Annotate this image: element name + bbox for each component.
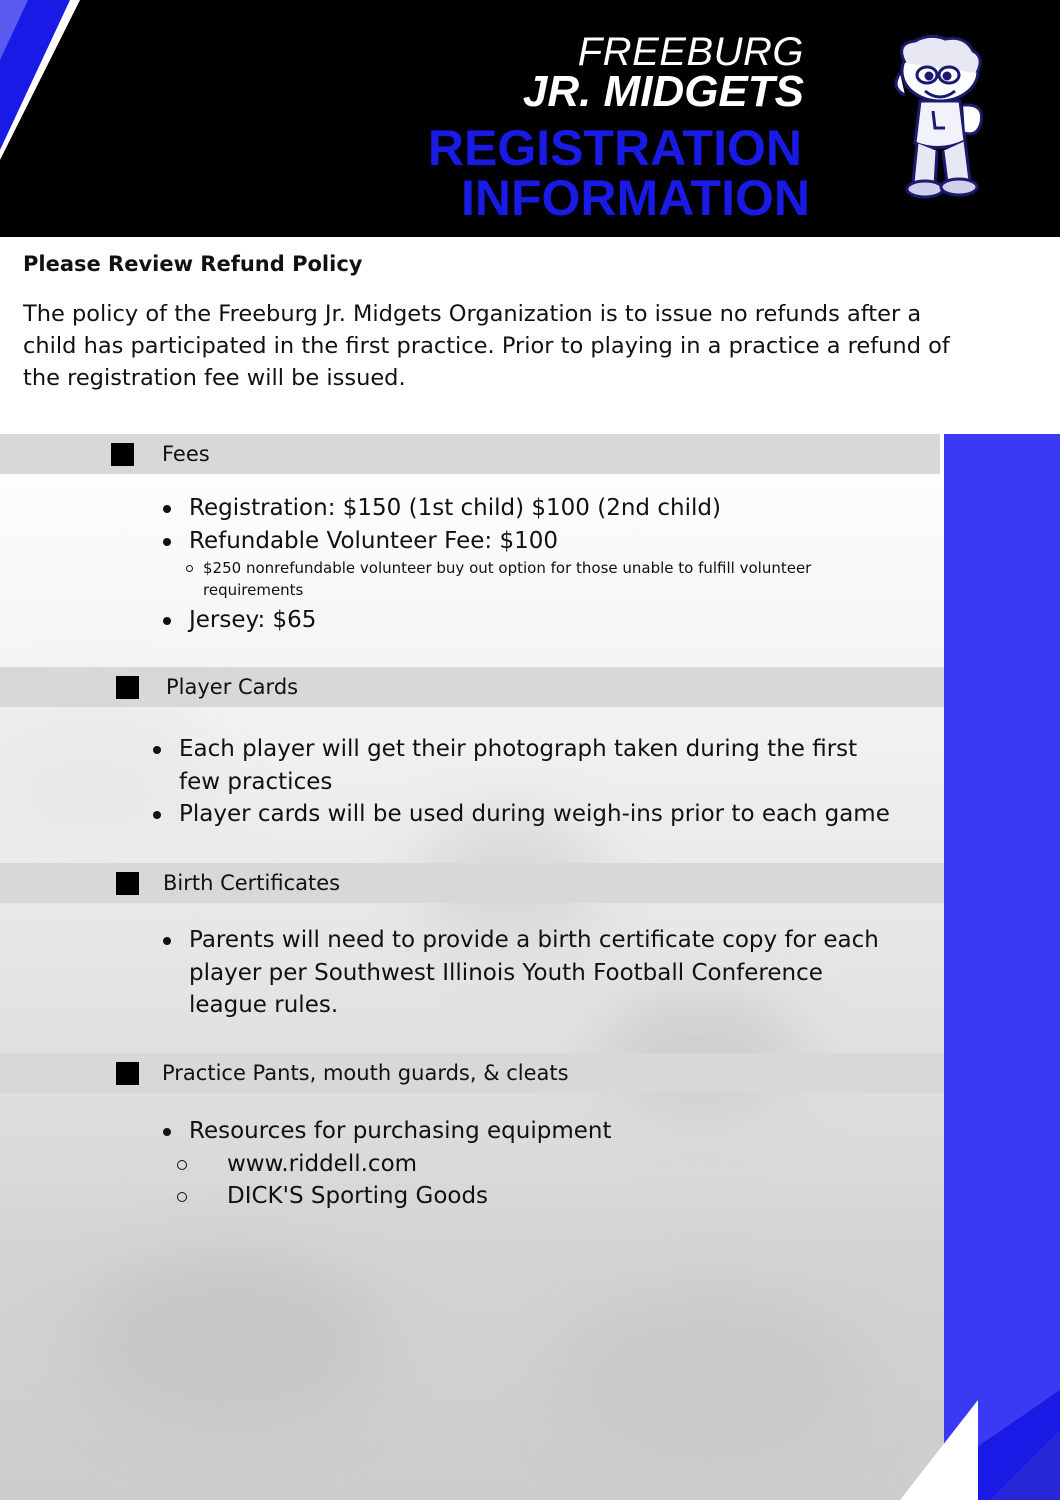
square-bullet-icon [111, 443, 134, 466]
title-jr-midgets: JR. MIDGETS [522, 67, 804, 116]
list-subitem-riddell: www.riddell.com [163, 1148, 611, 1181]
list-item: Parents will need to provide a birth certificate copy for each player per Southwest Illinois Youth Football Conference league rules. [163, 924, 903, 1022]
list-item: Registration: $150 (1st child) $100 (2nd child) [163, 492, 883, 525]
section-practice-gear-bar [0, 1053, 944, 1093]
mascot-logo [885, 33, 995, 203]
background-blur-decoration [80, 1254, 380, 1434]
title-freeburg: FREEBURG [577, 30, 804, 74]
refund-policy-text: The policy of the Freeburg Jr. Midgets Organization is to issue no refunds after a child has participated in the first practice. Prior to playing in a practice a refund of the registration fee will be issued. [23, 301, 950, 391]
list-item: Refundable Volunteer Fee: $100 [163, 525, 883, 558]
list-subitem: $250 nonrefundable volunteer buy out option for those unable to fulfill volunteer requirements [163, 557, 883, 601]
title-information: INFORMATION [460, 170, 810, 226]
birth-certificates-list [163, 924, 903, 1022]
corner-stripe-decoration [0, 0, 120, 237]
section-fees-label: Fees [162, 442, 210, 466]
square-bullet-icon [116, 872, 139, 895]
refund-policy-heading: Please Review Refund Policy [23, 252, 363, 276]
list-item: Player cards will be used during weigh-ins prior to each game [153, 798, 893, 831]
list-item: Resources for purchasing equipment [163, 1115, 611, 1148]
list-item: Jersey: $65 [163, 604, 883, 637]
section-birth-certificates-label: Birth Certificates [163, 871, 341, 895]
player-cards-list [153, 733, 893, 831]
header-banner [0, 0, 1060, 237]
list-item: Each player will get their photograph taken during the first few practices [153, 733, 893, 798]
practice-gear-list [163, 1115, 611, 1213]
corner-stripe-decoration-bottom [860, 1390, 1060, 1500]
title-registration: REGISTRATION [427, 120, 802, 176]
right-blue-band [944, 434, 1060, 1500]
square-bullet-icon [116, 1062, 139, 1085]
section-player-cards-bar [0, 667, 944, 707]
section-practice-gear-label: Practice Pants, mouth guards, & cleats [162, 1061, 569, 1085]
fees-list [163, 492, 883, 637]
background-blur-decoration [560, 1294, 860, 1474]
section-player-cards-label: Player Cards [166, 675, 299, 699]
square-bullet-icon [116, 676, 139, 699]
section-birth-certificates-bar [0, 863, 944, 903]
list-subitem-dicks: DICK'S Sporting Goods [163, 1180, 611, 1213]
section-fees-bar [0, 434, 940, 474]
